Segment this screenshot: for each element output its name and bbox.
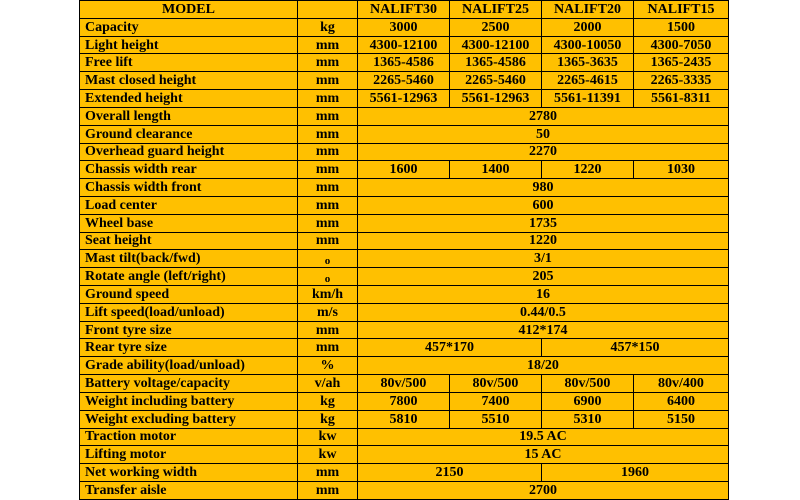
spec-unit: mm: [298, 481, 358, 499]
spec-unit: kg: [298, 410, 358, 428]
table-row: [80, 410, 729, 428]
spec-label: Mast tilt(back/fwd): [80, 250, 298, 268]
spec-label: Weight excluding battery: [80, 410, 298, 428]
table-row: [80, 214, 729, 232]
table-row: [80, 250, 729, 268]
spec-value: 1220: [358, 232, 729, 250]
spec-value: 0.44/0.5: [358, 303, 729, 321]
spec-unit: m/s: [298, 303, 358, 321]
spec-unit: mm: [298, 161, 358, 179]
spec-label: Overhead guard height: [80, 143, 298, 161]
spec-unit: mm: [298, 125, 358, 143]
spec-value: 1365-3635: [542, 54, 634, 72]
spec-value: 80v/500: [450, 375, 542, 393]
spec-value: 1365-4586: [450, 54, 542, 72]
spec-value: 5810: [358, 410, 450, 428]
spec-value: 5561-12963: [358, 90, 450, 108]
specification-table: [79, 0, 729, 500]
spec-unit: kg: [298, 18, 358, 36]
spec-label: Front tyre size: [80, 321, 298, 339]
spec-value: 2265-5460: [450, 72, 542, 90]
spec-unit: v/ah: [298, 375, 358, 393]
spec-unit: kg: [298, 392, 358, 410]
spec-value: 2700: [358, 481, 729, 499]
spec-label: Net working width: [80, 464, 298, 482]
spec-unit: mm: [298, 143, 358, 161]
table-row: [80, 125, 729, 143]
spec-value: 80v/400: [634, 375, 729, 393]
spec-value: 2265-5460: [358, 72, 450, 90]
spec-value: 5310: [542, 410, 634, 428]
spec-value: 1220: [542, 161, 634, 179]
spec-value: 18/20: [358, 357, 729, 375]
spec-value: 7400: [450, 392, 542, 410]
spec-value: 4300-7050: [634, 36, 729, 54]
spec-unit: %: [298, 357, 358, 375]
spec-value: 2780: [358, 107, 729, 125]
spec-value: 1365-2435: [634, 54, 729, 72]
spec-label: Grade ability(load/unload): [80, 357, 298, 375]
table-row: [80, 321, 729, 339]
table-row: [80, 303, 729, 321]
spec-value: 2150: [358, 464, 542, 482]
spec-value: 3/1: [358, 250, 729, 268]
spec-value: 80v/500: [358, 375, 450, 393]
spec-value: 16: [358, 286, 729, 304]
spec-label: Traction motor: [80, 428, 298, 446]
spec-value: 2500: [450, 18, 542, 36]
spec-unit: mm: [298, 214, 358, 232]
degree-unit: o: [298, 250, 358, 268]
spec-value: 3000: [358, 18, 450, 36]
spec-label: Load center: [80, 196, 298, 214]
table-row: [80, 54, 729, 72]
spec-unit: mm: [298, 107, 358, 125]
spec-unit: mm: [298, 196, 358, 214]
spec-value: 4300-12100: [450, 36, 542, 54]
spec-unit: mm: [298, 90, 358, 108]
spec-value: 457*170: [358, 339, 542, 357]
spec-label: Transfer aisle: [80, 481, 298, 499]
table-row: [80, 18, 729, 36]
spec-value: 4300-10050: [542, 36, 634, 54]
spec-value: 2000: [542, 18, 634, 36]
spec-value: 80v/500: [542, 375, 634, 393]
spec-value: 457*150: [542, 339, 729, 357]
spec-value: 1960: [542, 464, 729, 482]
table-row: [80, 481, 729, 499]
header-row: [80, 1, 729, 19]
spec-unit: km/h: [298, 286, 358, 304]
table-row: [80, 286, 729, 304]
spec-label: Mast closed height: [80, 72, 298, 90]
spec-value: 5561-8311: [634, 90, 729, 108]
spec-value: 980: [358, 179, 729, 197]
spec-unit: mm: [298, 72, 358, 90]
spec-unit: mm: [298, 464, 358, 482]
spec-label: Seat height: [80, 232, 298, 250]
table-row: [80, 107, 729, 125]
table-row: [80, 179, 729, 197]
model-header: MODEL: [80, 1, 298, 19]
spec-value: 1400: [450, 161, 542, 179]
spec-value: 1600: [358, 161, 450, 179]
table-row: [80, 268, 729, 286]
spec-label: Light height: [80, 36, 298, 54]
spec-value: 1365-4586: [358, 54, 450, 72]
table-row: [80, 143, 729, 161]
spec-value: 5150: [634, 410, 729, 428]
spec-label: Rotate angle (left/right): [80, 268, 298, 286]
spec-value: 15 AC: [358, 446, 729, 464]
spec-label: Lift speed(load/unload): [80, 303, 298, 321]
spec-unit: mm: [298, 54, 358, 72]
spec-label: Battery voltage/capacity: [80, 375, 298, 393]
table-row: [80, 161, 729, 179]
unit-header: [298, 1, 358, 19]
spec-label: Ground clearance: [80, 125, 298, 143]
table-row: [80, 232, 729, 250]
spec-unit: mm: [298, 36, 358, 54]
spec-value: 6900: [542, 392, 634, 410]
model-name: NALIFT20: [542, 1, 634, 19]
spec-value: 5561-11391: [542, 90, 634, 108]
spec-label: Free lift: [80, 54, 298, 72]
spec-value: 19.5 AC: [358, 428, 729, 446]
spec-value: 6400: [634, 392, 729, 410]
table-row: [80, 464, 729, 482]
spec-label: Extended height: [80, 90, 298, 108]
spec-value: 1735: [358, 214, 729, 232]
table-row: [80, 428, 729, 446]
spec-unit: mm: [298, 321, 358, 339]
spec-label: Wheel base: [80, 214, 298, 232]
spec-unit: kw: [298, 446, 358, 464]
table-row: [80, 72, 729, 90]
model-name: NALIFT25: [450, 1, 542, 19]
spec-value: 4300-12100: [358, 36, 450, 54]
spec-unit: mm: [298, 179, 358, 197]
spec-value: 2265-4615: [542, 72, 634, 90]
table-row: [80, 36, 729, 54]
spec-unit: kw: [298, 428, 358, 446]
spec-label: Rear tyre size: [80, 339, 298, 357]
table-row: [80, 375, 729, 393]
spec-unit: mm: [298, 232, 358, 250]
spec-label: Weight including battery: [80, 392, 298, 410]
table-row: [80, 392, 729, 410]
table-row: [80, 357, 729, 375]
degree-unit: o: [298, 268, 358, 286]
spec-label: Capacity: [80, 18, 298, 36]
spec-value: 205: [358, 268, 729, 286]
table-row: [80, 90, 729, 108]
spec-value: 5510: [450, 410, 542, 428]
spec-value: 412*174: [358, 321, 729, 339]
spec-value: 1500: [634, 18, 729, 36]
spec-label: Ground speed: [80, 286, 298, 304]
spec-value: 1030: [634, 161, 729, 179]
spec-value: 5561-12963: [450, 90, 542, 108]
spec-label: Overall length: [80, 107, 298, 125]
table-row: [80, 446, 729, 464]
spec-label: Lifting motor: [80, 446, 298, 464]
spec-label: Chassis width front: [80, 179, 298, 197]
table-row: [80, 339, 729, 357]
table-row: [80, 196, 729, 214]
spec-value: 2270: [358, 143, 729, 161]
model-name: NALIFT15: [634, 1, 729, 19]
spec-value: 50: [358, 125, 729, 143]
spec-value: 600: [358, 196, 729, 214]
spec-label: Chassis width rear: [80, 161, 298, 179]
spec-value: 2265-3335: [634, 72, 729, 90]
spec-unit: mm: [298, 339, 358, 357]
spec-value: 7800: [358, 392, 450, 410]
model-name: NALIFT30: [358, 1, 450, 19]
